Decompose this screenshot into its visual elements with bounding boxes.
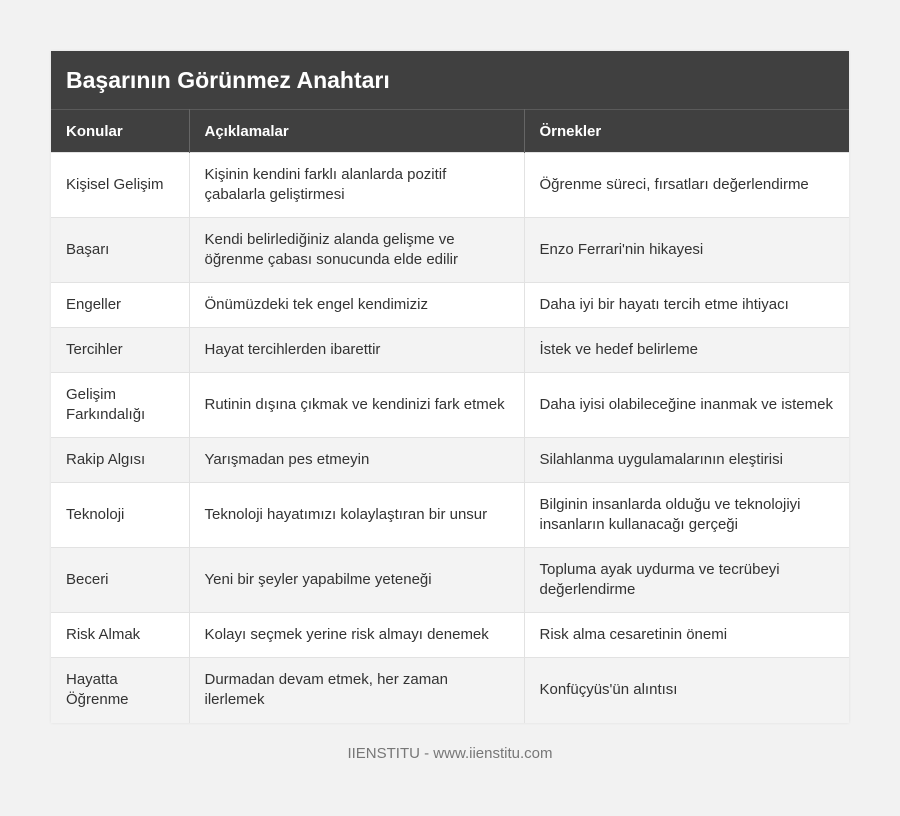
cell-description: Teknoloji hayatımızı kolaylaştıran bir unsur bbox=[189, 483, 524, 548]
table-row bbox=[51, 483, 849, 548]
table-row bbox=[51, 658, 849, 723]
cell-description: Yarışmadan pes etmeyin bbox=[189, 438, 524, 483]
cell-topic: Engeller bbox=[51, 283, 189, 328]
table-row bbox=[51, 613, 849, 658]
cell-example: Risk alma cesaretinin önemi bbox=[524, 613, 849, 658]
column-header-aciklamalar: Açıklamalar bbox=[189, 110, 524, 153]
table-row bbox=[51, 548, 849, 613]
cell-description: Rutinin dışına çıkmak ve kendinizi fark etmek bbox=[189, 373, 524, 438]
cell-topic: Risk Almak bbox=[51, 613, 189, 658]
header-row bbox=[51, 110, 849, 153]
cell-topic: Tercihler bbox=[51, 328, 189, 373]
cell-description: Önümüzdeki tek engel kendimiziz bbox=[189, 283, 524, 328]
cell-description: Yeni bir şeyler yapabilme yeteneği bbox=[189, 548, 524, 613]
cell-description: Kolayı seçmek yerine risk almayı denemek bbox=[189, 613, 524, 658]
cell-topic: Hayatta Öğrenme bbox=[51, 658, 189, 723]
table-row bbox=[51, 373, 849, 438]
cell-topic: Başarı bbox=[51, 218, 189, 283]
cell-topic: Kişisel Gelişim bbox=[51, 153, 189, 218]
table-card bbox=[51, 51, 849, 723]
table-row bbox=[51, 438, 849, 483]
cell-description: Kendi belirlediğiniz alanda gelişme ve öğrenme çabası sonucunda elde edilir bbox=[189, 218, 524, 283]
cell-example: Öğrenme süreci, fırsatları değerlendirme bbox=[524, 153, 849, 218]
table-row bbox=[51, 153, 849, 218]
footer-credit: IIENSTITU - www.iienstitu.com bbox=[347, 745, 553, 762]
cell-example: Silahlanma uygulamalarının eleştirisi bbox=[524, 438, 849, 483]
cell-topic: Teknoloji bbox=[51, 483, 189, 548]
cell-example: Daha iyi bir hayatı tercih etme ihtiyacı bbox=[524, 283, 849, 328]
cell-topic: Gelişim Farkındalığı bbox=[51, 373, 189, 438]
cell-example: İstek ve hedef belirleme bbox=[524, 328, 849, 373]
cell-example: Enzo Ferrari'nin hikayesi bbox=[524, 218, 849, 283]
cell-example: Konfüçyüs'ün alıntısı bbox=[524, 658, 849, 723]
table-row bbox=[51, 218, 849, 283]
topics-table bbox=[51, 109, 849, 723]
column-header-ornekler: Örnekler bbox=[524, 110, 849, 153]
cell-description: Durmadan devam etmek, her zaman ilerlemek bbox=[189, 658, 524, 723]
column-header-konular: Konular bbox=[51, 110, 189, 153]
cell-example: Topluma ayak uydurma ve tecrübeyi değerlendirme bbox=[524, 548, 849, 613]
cell-description: Hayat tercihlerden ibarettir bbox=[189, 328, 524, 373]
cell-example: Bilginin insanlarda olduğu ve teknolojiyi insanların kullanacağı gerçeği bbox=[524, 483, 849, 548]
table-row bbox=[51, 283, 849, 328]
cell-topic: Beceri bbox=[51, 548, 189, 613]
cell-description: Kişinin kendini farklı alanlarda pozitif çabalarla geliştirmesi bbox=[189, 153, 524, 218]
table-row bbox=[51, 328, 849, 373]
table-title: Başarının Görünmez Anahtarı bbox=[51, 51, 849, 109]
cell-example: Daha iyisi olabileceğine inanmak ve istemek bbox=[524, 373, 849, 438]
cell-topic: Rakip Algısı bbox=[51, 438, 189, 483]
